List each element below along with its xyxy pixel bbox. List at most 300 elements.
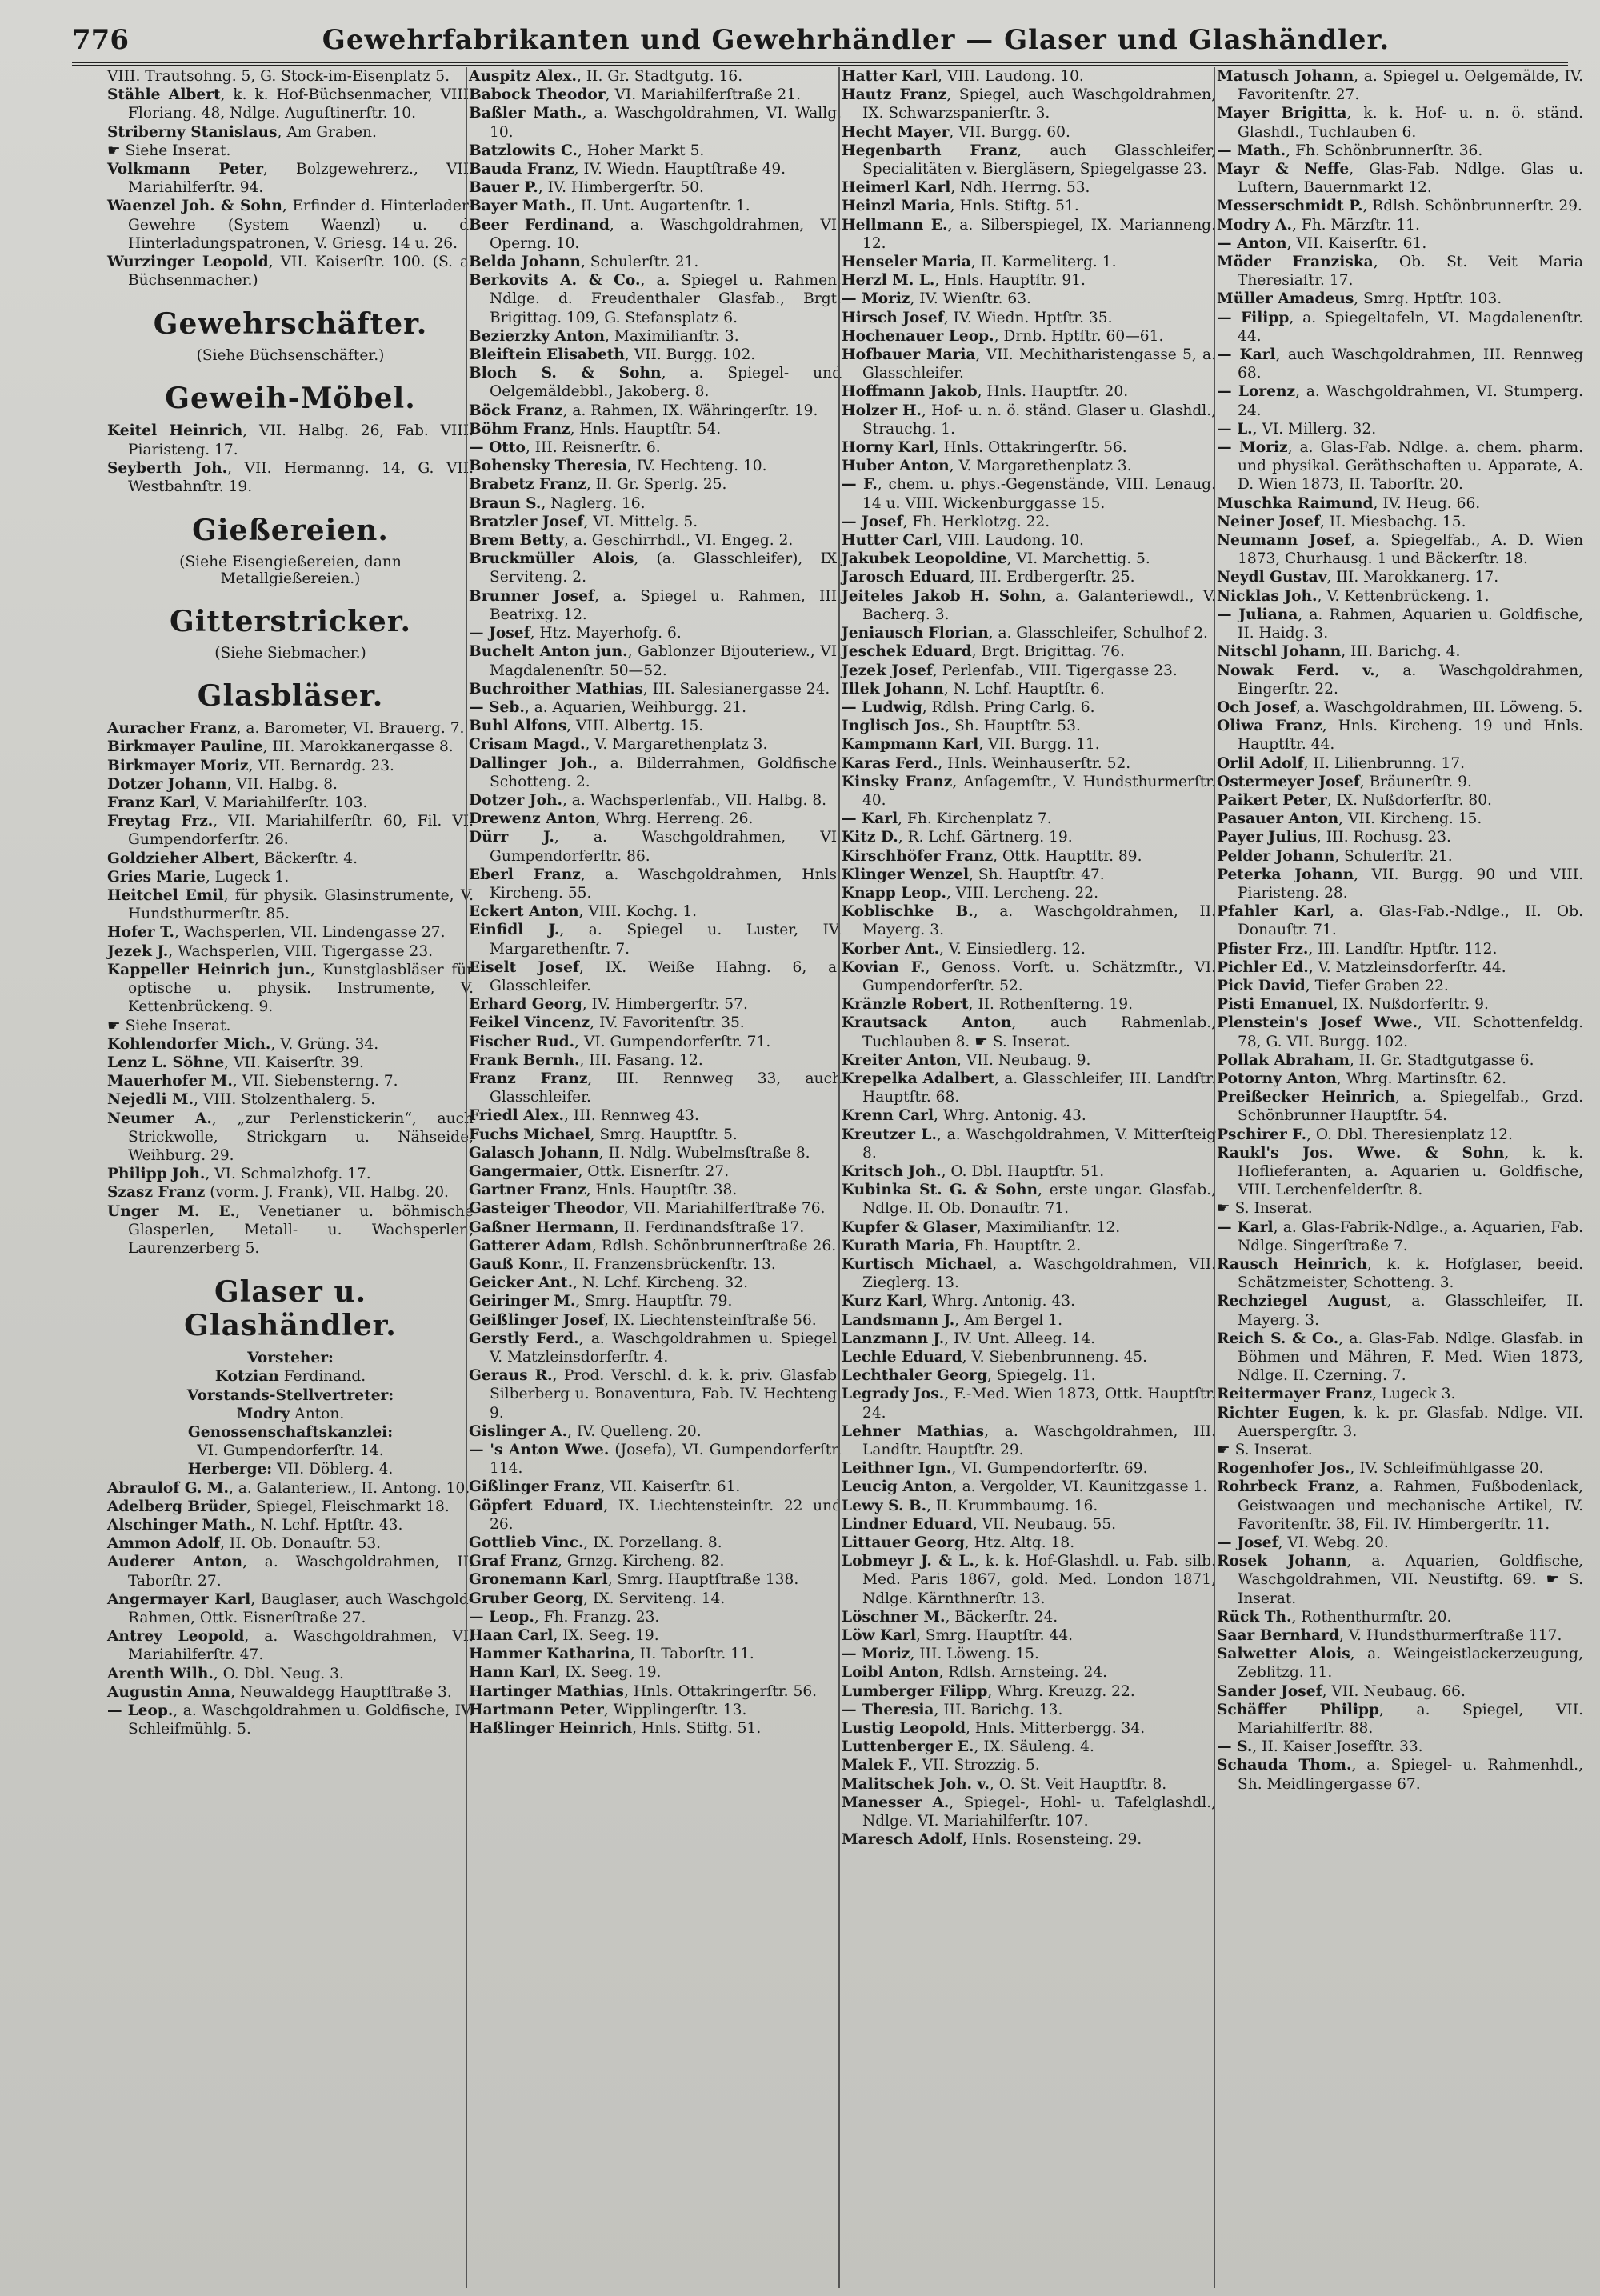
entry-name: Augustin Anna xyxy=(107,1683,231,1701)
directory-entry xyxy=(842,438,1216,457)
entry-name: Herzl M. L. xyxy=(842,272,935,290)
entry-name: Karas Ferd. xyxy=(842,754,938,772)
entry-name: Buchroither Mathias xyxy=(469,680,643,698)
directory-entry xyxy=(469,1552,842,1570)
directory-entry xyxy=(842,271,1216,290)
directory-entry xyxy=(1217,902,1583,939)
entry-details: , a. Waschgoldrahmen, VII. Zieglerg. 13. xyxy=(862,1256,1216,1292)
entry-name: Raukl's Jos. Wwe. & Sohn xyxy=(1217,1144,1505,1162)
entry-name: Landsmann J. xyxy=(842,1311,955,1329)
entry-name: Heimerl Karl xyxy=(842,179,951,197)
directory-entry xyxy=(842,940,1216,958)
header-rule xyxy=(72,62,1568,66)
directory-entry xyxy=(1217,420,1583,438)
entry-details: , VII. Burgg. 60. xyxy=(949,123,1070,141)
entry-name: Genossenschaftskanzlei: xyxy=(187,1423,394,1441)
entry-details: , a. Waschgoldrahmen, Hnls. Kircheng. 55. xyxy=(490,866,842,902)
entry-name: Jeiteles Jakob H. Sohn xyxy=(842,587,1042,605)
entry-name: Löschner M. xyxy=(842,1608,946,1626)
entry-name: Dotzer Joh. xyxy=(469,791,562,809)
directory-entry xyxy=(1217,810,1583,828)
entry-details: , Tiefer Graben 22. xyxy=(1305,977,1449,994)
directory-entry xyxy=(842,1478,1216,1496)
directory-entry xyxy=(1217,773,1583,791)
entry-details: , VII. Siebensterng. 7. xyxy=(232,1073,398,1090)
entry-details: , a. Waschgoldrahmen, VI. Wallg. 10. xyxy=(490,105,842,141)
directory-entry xyxy=(1217,1199,1583,1218)
entry-details: , O. Dbl. Hauptſtr. 51. xyxy=(941,1162,1105,1180)
entry-details: , a. Spiegel, VII. Mariahilferſtr. 88. xyxy=(1238,1701,1583,1738)
entry-name: Richter Eugen xyxy=(1217,1404,1341,1422)
entry-details: , II. Karmeliterg. 1. xyxy=(970,254,1117,271)
entry-details: , II. Lilienbrunng. 17. xyxy=(1303,754,1466,772)
entry-details: , O. St. Veit Hauptſtr. 8. xyxy=(989,1775,1167,1793)
entry-details: , II. Miesbachg. 15. xyxy=(1320,513,1466,530)
entry-name: Leithner Ign. xyxy=(842,1460,952,1478)
entry-name: Oliwa Franz xyxy=(1217,718,1322,735)
entry-details: , Glas-Fab. Ndlge. Glas u. Luſtern, Bauernmarkt 12. xyxy=(1238,161,1583,197)
entry-details: , VII. Strozzig. 5. xyxy=(912,1757,1040,1774)
directory-entry xyxy=(842,216,1216,253)
directory-entry xyxy=(842,995,1216,1014)
directory-entry xyxy=(469,1237,842,1255)
entry-name: Rausch Heinrich xyxy=(1217,1256,1367,1273)
section-note: (Siehe Büchsenschäfter.) xyxy=(196,347,385,365)
entry-name: Dallinger Joh. xyxy=(469,754,593,772)
directory-entry xyxy=(1217,1552,1583,1608)
entry-name: Messerschmidt P. xyxy=(1217,198,1363,215)
entry-details: , II. Rothenſterng. 19. xyxy=(968,996,1133,1014)
entry-name: Bleiftein Elisabeth xyxy=(469,346,625,364)
directory-entry xyxy=(107,1110,474,1166)
directory-entry xyxy=(842,958,1216,995)
entry-name: Berkovits A. & Co. xyxy=(469,272,641,290)
directory-entry xyxy=(842,1051,1216,1070)
entry-details: , O. Dbl. Neug. 3. xyxy=(213,1665,344,1682)
directory-entry xyxy=(842,513,1216,531)
entry-name: Nowak Ferd. v. xyxy=(1217,662,1375,679)
directory-entry xyxy=(842,1255,1216,1292)
entry-details: , Rdlsh. Schönbrunnerſtraße 26. xyxy=(591,1237,837,1254)
entry-name: Graf Franz xyxy=(469,1553,558,1570)
entry-name: Preißecker Heinrich xyxy=(1217,1089,1395,1106)
entry-details: , R. Lchf. Gärtnerg. 19. xyxy=(898,829,1073,846)
entry-name: Hartinger Mathias xyxy=(469,1682,624,1700)
directory-entry xyxy=(107,1498,474,1516)
entry-name: Einfidl J. xyxy=(469,922,560,939)
entry-name: Kupfer & Glaser xyxy=(842,1218,977,1236)
entry-details: , (a. Glasschleifer), IX. Serviteng. 2. xyxy=(490,550,842,586)
entry-details: (Josefa), VI. Gumpendorferſtr. 114. xyxy=(490,1442,842,1478)
directory-entry xyxy=(842,123,1216,142)
column-divider xyxy=(1214,67,1215,2288)
directory-entry xyxy=(1217,1088,1583,1125)
directory-entry xyxy=(1217,662,1583,698)
directory-entry xyxy=(1217,995,1583,1014)
directory-entry xyxy=(842,1311,1216,1330)
entry-details: , III. Marokkanerg. 17. xyxy=(1326,569,1499,586)
directory-entry xyxy=(1217,494,1583,513)
directory-entry xyxy=(107,1035,474,1054)
entry-details: , II. Franzensbrückenſtr. 13. xyxy=(563,1256,776,1273)
directory-entry xyxy=(469,1181,842,1199)
directory-entry xyxy=(469,866,842,902)
entry-name: Geicker Ant. xyxy=(469,1274,574,1292)
entry-name: Kohlendorfer Mich. xyxy=(107,1035,271,1053)
directory-entry xyxy=(469,791,842,810)
entry-name: Hofbauer Maria xyxy=(842,346,976,364)
entry-name: Brunner Josef xyxy=(469,587,594,605)
directory-entry xyxy=(842,828,1216,846)
directory-entry xyxy=(1217,1385,1583,1403)
entry-name: Peterka Johann xyxy=(1217,866,1354,883)
entry-details: , V. Einsiedlerg. 12. xyxy=(939,940,1086,958)
entry-name: Pick David xyxy=(1217,977,1306,994)
entry-details: , a. Spiegelfab., A. D. Wien 1873, Churhausg. 1 und Bäckerſtr. 18. xyxy=(1238,532,1584,568)
directory-entry xyxy=(842,587,1216,624)
entry-name: Pichler Ed. xyxy=(1217,958,1309,976)
entry-name: Gislinger A. xyxy=(469,1422,568,1440)
entry-name: Rogenhofer Jos. xyxy=(1217,1460,1350,1478)
directory-entry xyxy=(469,735,842,754)
directory-entry xyxy=(469,197,842,215)
entry-details: , Rdlsh. Schönbrunnerſtr. 29. xyxy=(1362,198,1582,215)
entry-name: — Theresia xyxy=(842,1701,934,1718)
entry-details: , IV. Wiedn. Hauptſtraße 49. xyxy=(574,161,786,178)
entry-name: Kappeller Heinrich jun. xyxy=(107,961,310,978)
directory-entry xyxy=(469,1422,842,1441)
entry-details: , IV. Schleifmühlgasse 20. xyxy=(1350,1460,1544,1478)
directory-entry xyxy=(1217,104,1583,141)
entry-name: Mauerhofer M. xyxy=(107,1073,233,1090)
entry-details: , II. Gr. Stadtgutg. 16. xyxy=(576,68,743,85)
entry-name: Pschirer F. xyxy=(1217,1126,1307,1143)
directory-entry xyxy=(469,1106,842,1125)
entry-details: , Ottk. Hauptſtr. 89. xyxy=(993,847,1142,865)
directory-entry xyxy=(842,178,1216,197)
entry-details: , VII. Neubaug. 55. xyxy=(972,1515,1117,1533)
directory-entry xyxy=(107,1516,474,1534)
directory-entry xyxy=(469,1366,842,1422)
entry-name: — Otto xyxy=(469,439,526,457)
directory-entry xyxy=(469,271,842,327)
entry-name: Hammer Katharina xyxy=(469,1646,630,1663)
directory-entry xyxy=(469,253,842,271)
entry-details: , IV. Hechteng. 10. xyxy=(627,458,767,475)
directory-entry xyxy=(842,1422,1216,1459)
directory-entry xyxy=(107,1590,474,1627)
entry-name: Potorny Anton xyxy=(1217,1070,1337,1087)
entry-name: — F. xyxy=(842,476,878,494)
entry-details: , Genoss. Vorſt. u. Schätzmſtr., VI. Gumpendorferſtr. 52. xyxy=(862,958,1216,994)
entry-details: , VII. Hermanng. 14, G. VII. Westbahnſtr. 19. xyxy=(128,459,474,496)
directory-entry xyxy=(842,735,1216,754)
page-title: Gewehrfabrikanten und Gewehrhändler — Glaser und Glashändler. xyxy=(322,24,1390,56)
entry-details: , a. Waschgoldrahmen, II. Taborſtr. 27. xyxy=(128,1554,474,1590)
entry-name: Bohensky Theresia xyxy=(469,458,628,475)
entry-name: Paikert Peter xyxy=(1217,791,1327,809)
entry-details: , k. k. Hof-Büchsenmacher, VIII. Floriang. 48, Ndlge. Auguſtinerſtr. 10. xyxy=(128,86,474,122)
entry-details: , Hnls. Hauptſtr. 20. xyxy=(977,383,1129,401)
directory-entry xyxy=(469,1626,842,1645)
entry-details: , Erfinder d. Hinterlader-Gewehre (System Waenzl) u. d. Hinterladungspatronen, V. Griesg. 14 u. 26. xyxy=(128,198,474,252)
entry-details: , III. Rennweg 33, auch Glasschleifer. xyxy=(490,1070,842,1106)
entry-name: Rosek Johann xyxy=(1217,1553,1347,1570)
directory-entry xyxy=(842,1348,1216,1366)
entry-name: — Josef xyxy=(469,625,530,642)
entry-details: , V. Grüng. 34. xyxy=(270,1035,379,1053)
entry-name: Eberl Franz xyxy=(469,866,581,883)
entry-details: , Hof- u. n. ö. ständ. Glaser u. Glashdl., Strauchg. 1. xyxy=(862,402,1217,438)
entry-name: Böck Franz xyxy=(469,402,563,419)
entry-name: Eckert Anton xyxy=(469,903,579,921)
entry-details: , a. Spiegel- und Oelgemäldebbl., Jakoberg. 8. xyxy=(490,365,842,401)
entry-details: , Hnls. Kircheng. 19 und Hnls. Hauptſtr. 44. xyxy=(1238,718,1583,754)
entry-details: , III. Löweng. 15. xyxy=(910,1646,1039,1663)
directory-entry xyxy=(842,866,1216,884)
entry-name: Jezek Josef xyxy=(842,662,933,679)
entry-details: ☛ Siehe Inserat. xyxy=(107,1017,231,1034)
entry-details: , a. Waschgoldrahmen, III. Landſtr. Hauptſtr. 29. xyxy=(862,1422,1216,1459)
entry-name: Erhard Georg xyxy=(469,996,582,1014)
entry-details: , a. Rahmen, IX. Währingerſtr. 19. xyxy=(562,402,818,419)
entry-name: Dürr J. xyxy=(469,829,554,846)
entry-details: , a. Galanteriew., II. Antong. 10. xyxy=(228,1479,470,1497)
entry-details: , VII. Kaiserſtr. 39. xyxy=(224,1054,364,1071)
entry-details: , VII. Neubaug. 66. xyxy=(1322,1682,1466,1700)
entry-details: , VII. Mariahilferſtr. 60, Fil. VI. Gumpendorferſtr. 26. xyxy=(128,813,474,849)
directory-entry xyxy=(842,1218,1216,1237)
directory-entry xyxy=(842,1126,1216,1162)
entry-details: , VIII. Lercheng. 22. xyxy=(946,884,1098,902)
directory-entry xyxy=(469,1608,842,1626)
entry-details: ☛ S. Inserat. xyxy=(1217,1442,1313,1459)
directory-entry xyxy=(842,1682,1216,1701)
entry-name: — 's Anton Wwe. xyxy=(469,1442,610,1459)
directory-entry xyxy=(469,178,842,197)
directory-entry xyxy=(469,754,842,791)
entry-name: Hautz Franz xyxy=(842,86,947,104)
entry-details: , Bauglaser, auch Waschgold-Rahmen, Ottk. Eisnerſtraße 27. xyxy=(128,1590,474,1626)
entry-name: Lanzmann J. xyxy=(842,1330,945,1347)
entry-details: , N. Lchf. Hptſtr. 43. xyxy=(250,1516,403,1534)
directory-entry xyxy=(469,513,842,531)
entry-name: Auspitz Alex. xyxy=(469,68,577,85)
directory-entry xyxy=(107,812,474,849)
entry-details: , IX. Liechtensteinſtr. 22 und 26. xyxy=(490,1497,842,1533)
entry-name: — Ludwig xyxy=(842,698,922,716)
entry-name: Hutter Carl xyxy=(842,532,938,550)
entry-details: , a. Waschgoldrahmen, VI. Operng. 10. xyxy=(490,216,842,252)
entry-name: Holzer H. xyxy=(842,402,922,419)
entry-details: , a. Aquarien, Weihburgg. 21. xyxy=(524,698,747,716)
entry-name: Bauer P. xyxy=(469,179,538,197)
directory-entry xyxy=(842,382,1216,401)
entry-details: , IX. Säuleng. 4. xyxy=(974,1738,1094,1756)
entry-name: Pelder Johann xyxy=(1217,847,1335,865)
directory-entry xyxy=(107,886,474,923)
entry-details: , VII. Bernardg. 23. xyxy=(248,757,394,774)
directory-entry xyxy=(842,67,1216,86)
entry-name: Freytag Frz. xyxy=(107,813,214,830)
guild-officer-line xyxy=(107,1442,474,1460)
entry-name: Hatter Karl xyxy=(842,68,938,85)
entry-details: , Whrg. Kreuzg. 22. xyxy=(987,1682,1135,1700)
directory-entry xyxy=(1217,1126,1583,1144)
directory-entry xyxy=(1217,513,1583,531)
entry-name: Kränzle Robert xyxy=(842,996,969,1014)
directory-entry xyxy=(469,402,842,420)
directory-entry xyxy=(1217,1014,1583,1050)
entry-name: Birkmayer Pauline xyxy=(107,738,263,756)
entry-name: Lumberger Filipp xyxy=(842,1682,988,1700)
directory-entry xyxy=(469,494,842,513)
entry-name: Auderer Anton xyxy=(107,1554,243,1571)
entry-details: , II. Kaiser Josefſtr. 33. xyxy=(1252,1738,1423,1756)
entry-details: , VIII. Kochg. 1. xyxy=(578,903,698,921)
directory-entry xyxy=(469,1701,842,1719)
entry-name: Lechthaler Georg xyxy=(842,1367,987,1385)
directory-entry xyxy=(107,1202,474,1258)
entry-name: — S. xyxy=(1217,1738,1253,1756)
directory-entry xyxy=(1217,346,1583,382)
entry-details: , k. k. Hofglaser, beeid. Schätzmeister, Schotteng. 3. xyxy=(1238,1256,1583,1292)
entry-name: Och Josef xyxy=(1217,698,1297,716)
entry-details: , VII. Kaiserſtr. 61. xyxy=(600,1478,741,1496)
directory-entry xyxy=(469,104,842,141)
directory-entry xyxy=(469,587,842,624)
entry-details: , Ndh. Herrng. 53. xyxy=(950,179,1090,197)
entry-name: Frank Bernh. xyxy=(469,1051,580,1069)
entry-name: Lechle Eduard xyxy=(842,1349,962,1366)
directory-entry xyxy=(842,1330,1216,1348)
directory-entry xyxy=(1217,717,1583,754)
entry-details: , V. Siebenbrunneng. 45. xyxy=(962,1349,1148,1366)
directory-entry xyxy=(1217,1441,1583,1459)
directory-entry xyxy=(842,1070,1216,1106)
entry-details: , IX. Liechtensteinſtraße 56. xyxy=(604,1311,817,1329)
entry-details: , Hnls. Hauptſtr. 91. xyxy=(934,272,1086,290)
directory-entry xyxy=(842,624,1216,642)
entry-name: Haan Carl xyxy=(469,1627,554,1645)
directory-entry xyxy=(107,1054,474,1072)
entry-name: — Karl xyxy=(1217,346,1276,364)
entry-name: Gottlieb Vinc. xyxy=(469,1534,584,1552)
directory-entry xyxy=(842,1608,1216,1626)
directory-entry xyxy=(469,1682,842,1701)
entry-details: , a. Weingeistlackerzeugung, Zeblitzg. 11. xyxy=(1238,1646,1583,1682)
entry-name: Batzlowits C. xyxy=(469,142,578,159)
entry-name: Neumer A. xyxy=(107,1110,212,1127)
directory-entry xyxy=(842,680,1216,698)
entry-details: , V. Margarethenplatz 3. xyxy=(585,736,768,754)
entry-name: Gasteiger Theodor xyxy=(469,1200,624,1218)
entry-details: , Schulerſtr. 21. xyxy=(580,254,699,271)
directory-entry xyxy=(469,1719,842,1738)
column-3 xyxy=(837,67,1221,2288)
entry-details: , Fh. Kirchenplatz 7. xyxy=(898,810,1052,828)
entry-name: Kreutzer L. xyxy=(842,1126,937,1143)
entry-name: Kampmann Karl xyxy=(842,736,979,754)
entry-details: , a. Spiegel u. Oelgemälde, IV. Favoritenſtr. 27. xyxy=(1238,68,1583,104)
directory-entry xyxy=(469,624,842,642)
entry-name: Hofer T. xyxy=(107,924,174,942)
entry-details: , Maximilianſtr. 3. xyxy=(604,327,739,345)
entry-name: Geiringer M. xyxy=(469,1293,576,1310)
entry-name: Nitschl Johann xyxy=(1217,643,1342,661)
entry-details: , Fh. Hauptſtr. 2. xyxy=(954,1237,1082,1254)
entry-details: , Hnls. Stiftg. 51. xyxy=(950,198,1079,215)
entry-name: Müller Amadeus xyxy=(1217,290,1354,308)
directory-entry xyxy=(107,961,474,1017)
directory-entry xyxy=(469,1144,842,1162)
entry-name: Kovian F. xyxy=(842,958,926,976)
directory-entry xyxy=(107,1165,474,1183)
entry-name: Auracher Franz xyxy=(107,720,237,738)
directory-entry xyxy=(842,253,1216,271)
section-heading: Glasbläser. xyxy=(197,679,384,714)
entry-name: Striberny Stanislaus xyxy=(107,123,278,141)
entry-name: Hoffmann Jakob xyxy=(842,383,978,401)
entry-name: Philipp Joh. xyxy=(107,1166,206,1183)
entry-name: — Seb. xyxy=(469,698,525,716)
entry-details: , k. k. pr. Glasfab. Ndlge. VII. Auerspergſtr. 3. xyxy=(1238,1404,1583,1440)
entry-details: , VII. Halbg. 26, Fab. VIII. Piaristeng. 17. xyxy=(128,422,474,458)
entry-details: , erste ungar. Glasfab., Ndlge. II. Ob. Donauſtr. 71. xyxy=(862,1182,1216,1218)
directory-entry xyxy=(1217,940,1583,958)
entry-name: Pisti Emanuel xyxy=(1217,996,1334,1014)
entry-name: Koblischke B. xyxy=(842,903,974,921)
entry-details: , Prod. Verschl. d. k. k. priv. Glasfab. Silberberg u. Bonaventura, Fab. IV. Hechteng. 9. xyxy=(490,1367,842,1422)
entry-details: , Brgt. Brigittag. 76. xyxy=(971,643,1125,661)
directory-entry xyxy=(107,923,474,942)
entry-details: , Wipplingerſtr. 13. xyxy=(603,1701,747,1718)
entry-name: Rück Th. xyxy=(1217,1608,1292,1626)
entry-details: , N. Lchf. Kircheng. 32. xyxy=(573,1274,748,1292)
directory-entry xyxy=(107,1017,474,1035)
entry-details: , VI. Mariahilferſtraße 21. xyxy=(605,86,801,104)
entry-details: , IX. Nußdorferſtr. 80. xyxy=(1326,791,1492,809)
directory-entry xyxy=(107,1683,474,1702)
entry-details: , III. Rennweg 43. xyxy=(563,1107,699,1125)
entry-details: , N. Lchf. Hauptſtr. 6. xyxy=(943,680,1105,698)
column-2 xyxy=(464,67,846,2288)
section-heading: Gießereien. xyxy=(192,514,389,548)
directory-entry xyxy=(107,197,474,253)
entry-details: , VI. Gumpendorferſtr. 71. xyxy=(574,1033,771,1050)
entry-name: Loibl Anton xyxy=(842,1664,939,1682)
entry-name: — Math. xyxy=(1217,142,1286,159)
entry-details: , Anſagemſtr., V. Hundsthurmerſtr. 40. xyxy=(862,773,1216,809)
directory-entry xyxy=(842,1292,1216,1310)
directory-entry xyxy=(1217,1682,1583,1701)
directory-entry xyxy=(469,698,842,717)
directory-entry xyxy=(1217,1626,1583,1645)
directory-entry xyxy=(469,1014,842,1032)
entry-details: , VI. Schmalzhofg. 17. xyxy=(205,1166,371,1183)
guild-officer-line xyxy=(107,1386,474,1405)
entry-name: Gruber Georg xyxy=(469,1590,584,1607)
entry-details: , VII. Halbg. 8. xyxy=(226,775,338,793)
entry-details: , Bäckerſtr. 24. xyxy=(945,1608,1058,1626)
entry-details: , a. Rahmen, Fußbodenlack, Geistwaagen und mechanische Artikel, IV. Favoritenſtr. 38, Fil. IV. Himbergerſtr. 11. xyxy=(1238,1478,1583,1533)
entry-name: Pfister Frz. xyxy=(1217,940,1309,958)
entry-details: , Htz. Altg. 18. xyxy=(964,1534,1075,1552)
entry-details: , V. Margarethenplatz 3. xyxy=(949,458,1132,475)
entry-details: , Bäckerſtr. 4. xyxy=(254,850,358,867)
directory-entry xyxy=(1217,160,1583,197)
entry-details: , a. Spiegel u. Rahmen, Ndlge. d. Freudenthaler Glasfab., Brgt. Brigittag. 109, G. Stefansplatz 6. xyxy=(490,272,842,326)
